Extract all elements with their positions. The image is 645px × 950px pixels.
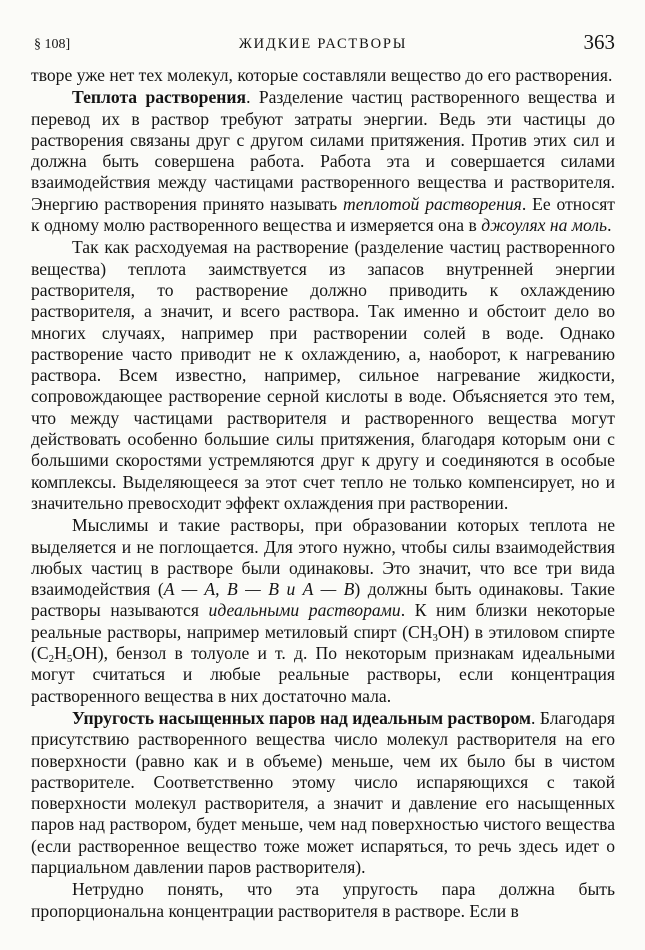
paragraph-ideal-solutions: Мыслимы и такие растворы, при образовании которых теплота не выделяется и не поглощается. Для этого нужно, чтобы силы взаимодействия любых частиц в растворе были одинаковы. Это значит, что все три вида взаимодействия (A — A, B — B и A — B) должны быть одинаковы. Такие растворы называются идеальными растворами. К ним близки некоторые реальные растворы, например метиловый спирт $(CH_3OH)$ в этиловом спирте $(C_2H_5OH)$, бензол в толуоле и т. д. По некоторым признакам идеальными могут считаться и любые реальные растворы, если концентрация растворенного вещества в них достаточно мала.	[31, 515, 615, 706]
vapor-pressure-heading: Упругость насыщенных паров над идеальным раствором	[72, 707, 531, 728]
chapter-title: ЖИДКИЕ РАСТВОРЫ	[238, 36, 408, 52]
heat-of-solution-heading: Теплота растворения	[72, 87, 247, 108]
unit-joule-per-mole: джоулях на моль	[481, 215, 608, 236]
paragraph-vapor-pressure: Упругость насыщенных паров над идеальным раствором. Благодаря присутствию растворенного вещества число молекул растворителя на его поверхности (равно как и в объеме) меньше, чем их было бы в чистом растворителе. Соответственно этому число испаряющихся с такой поверхности молекул растворителя, а значит и давление его насыщенных паров над раствором, будет меньше, чем над поверхностью чистого вещества (если растворенное вещество тоже может испаряться, то речь здесь идет о парциальном давлении паров растворителя).	[31, 707, 615, 877]
paragraph-heat-of-solution: Теплота растворения. Разделение частиц растворенного вещества и перевод их в раствор требуют затраты энергии. Ведь эти частицы до растворения связаны друг с другом силами притяжения. Против этих сил и должна быть совершена работа. Работа эта и совершается силами взаимодействия между частицами растворенного вещества и растворителя. Энергию растворения принято называть теплотой растворения. Ее относят к одному молю растворенного вещества и измеряется она в джоулях на моль.	[31, 87, 615, 236]
paragraph-continuation: творе уже нет тех молекул, которые составляли вещество до его растворения.	[31, 65, 613, 85]
body-text	[31, 65, 615, 922]
interaction-formula: A — A, B — B и A — B	[163, 579, 355, 600]
term-heat-of-solution: теплотой растворения	[343, 193, 522, 214]
page-number: 363	[583, 30, 615, 54]
paragraph-proportionality: Нетрудно понять, что эта упругость пара должна быть пропорциональна концентрации растворителя в растворе. Если в	[31, 879, 615, 921]
section-mark: § 108]	[34, 37, 71, 52]
running-header	[31, 30, 615, 56]
paragraph-cooling-heating: Так как расходуемая на растворение (разделение частиц растворенного вещества) теплота заимствуется из запасов внутренней энергии растворителя, то растворение должно приводить к охлаждению растворителя, а значит, и всего раствора. Так именно и обстоит дело во многих случаях, например при растворении солей в воде. Однако растворение часто приводит не к охлаждению, а, наоборот, к нагреванию раствора. Всем известно, например, сильное нагревание жидкости, сопровождающее растворение серной кислоты в воде. Объясняется это тем, что между частицами растворителя и растворенного вещества могут действовать особенно большие силы притяжения, благодаря которым они с большими скоростями устремляются друг к другу и соединяются в особые комплексы. Выделяющееся за этот счет тепло не только компенсирует, но и значительно превосходит эффект охлаждения при растворении.	[31, 237, 615, 513]
term-ideal-solutions: идеальными растворами	[208, 600, 401, 621]
